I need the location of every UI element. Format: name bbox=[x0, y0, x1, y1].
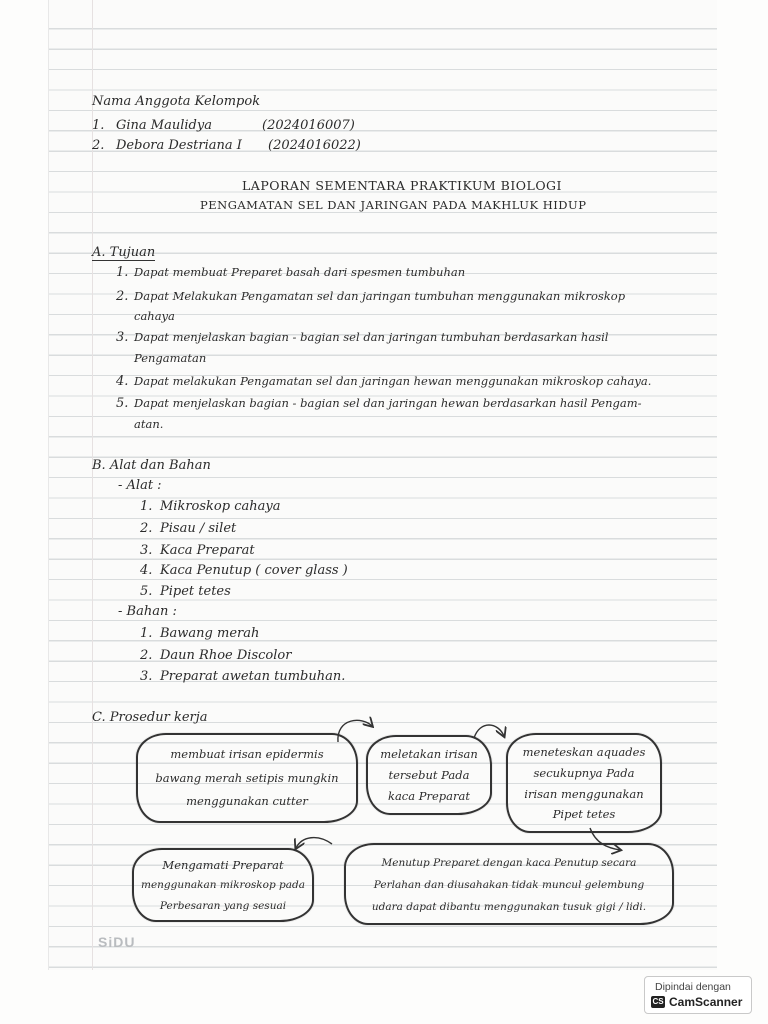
alat-item: Kaca Penutup ( cover glass ) bbox=[160, 563, 348, 578]
aim-number: 5. bbox=[116, 396, 129, 411]
alat-number: 4. bbox=[140, 563, 153, 578]
report-subtitle: PENGAMATAN SEL DAN JARINGAN PADA MAKHLUK HIDUP bbox=[200, 198, 587, 212]
member-nim: (2024016022) bbox=[268, 138, 361, 153]
section-c-heading: C. Prosedur kerja bbox=[92, 710, 208, 725]
aim-text: Dapat menjelaskan bagian - bagian sel dan jaringan tumbuhan berdasarkan hasil bbox=[134, 330, 609, 344]
member-number: 1. bbox=[92, 118, 105, 133]
step-text: irisan menggunakan bbox=[524, 787, 644, 801]
member-name: Gina Maulidya bbox=[116, 118, 212, 133]
step-text: meneteskan aquades bbox=[522, 745, 646, 759]
alat-item: Kaca Preparat bbox=[160, 543, 255, 558]
aim-number: 1. bbox=[116, 265, 129, 280]
step-text: Menutup Preparet dengan kaca Penutup secara bbox=[381, 857, 637, 869]
alat-number: 2. bbox=[140, 521, 153, 536]
alat-item: Pipet tetes bbox=[160, 584, 231, 599]
step-text: secukupnya Pada bbox=[533, 766, 635, 780]
bahan-item: Preparat awetan tumbuhan. bbox=[160, 669, 346, 684]
alat-item: Pisau / silet bbox=[160, 521, 237, 536]
step-text: bawang merah setipis mungkin bbox=[155, 771, 339, 785]
step-text: meletakan irisan bbox=[380, 747, 478, 761]
aim-text: atan. bbox=[134, 417, 164, 431]
bahan-number: 3. bbox=[140, 669, 153, 684]
notebook-brand-watermark: SiDU bbox=[98, 934, 136, 950]
aim-text: Pengamatan bbox=[134, 351, 207, 365]
alat-number: 3. bbox=[140, 543, 153, 558]
scanner-caption: Dipindai dengan bbox=[655, 981, 731, 993]
member-name: Debora Destriana I bbox=[116, 138, 242, 153]
step-text: Mengamati Preparat bbox=[162, 858, 284, 872]
arrow-step4-to-step5 bbox=[296, 838, 332, 848]
arrow-step3-to-step4 bbox=[590, 828, 620, 850]
arrow-step2-to-step3 bbox=[474, 725, 504, 738]
step-text: Perlahan dan diusahakan tidak muncul gelembung bbox=[373, 879, 645, 891]
step-text: kaca Preparat bbox=[387, 789, 470, 803]
section-b-heading: B. Alat dan Bahan bbox=[92, 458, 211, 473]
alat-label: - Alat : bbox=[118, 478, 162, 493]
step-text: Pipet tetes bbox=[552, 807, 616, 821]
step-text: membuat irisan epidermis bbox=[170, 747, 324, 761]
step-text: menggunakan mikroskop pada bbox=[141, 879, 305, 891]
step-text: tersebut Pada bbox=[388, 768, 470, 782]
group-title: Nama Anggota Kelompok bbox=[92, 94, 261, 109]
aim-text: Dapat menjelaskan bagian - bagian sel dan jaringan hewan berdasarkan hasil Pengam- bbox=[134, 396, 642, 410]
step-text: menggunakan cutter bbox=[186, 794, 308, 808]
aim-number: 2. bbox=[116, 289, 129, 304]
bahan-number: 1. bbox=[140, 626, 153, 641]
alat-item: Mikroskop cahaya bbox=[160, 499, 281, 514]
aim-text: Dapat membuat Preparet basah dari spesmen tumbuhan bbox=[134, 265, 466, 279]
arrow-step1-to-step2 bbox=[338, 720, 372, 742]
aim-number: 4. bbox=[116, 374, 129, 389]
step-text: Perbesaran yang sesuai bbox=[159, 900, 287, 912]
report-title: LAPORAN SEMENTARA PRAKTIKUM BIOLOGI bbox=[242, 178, 562, 193]
section-a-heading: A. Tujuan bbox=[92, 245, 156, 260]
aim-text: Dapat melakukan Pengamatan sel dan jaringan hewan menggunakan mikroskop cahaya. bbox=[134, 374, 652, 388]
member-nim: (2024016007) bbox=[262, 118, 355, 133]
scanner-name: CamScanner bbox=[669, 995, 743, 1009]
aim-number: 3. bbox=[116, 330, 129, 345]
aim-text: Dapat Melakukan Pengamatan sel dan jaringan tumbuhan menggunakan mikroskop bbox=[134, 289, 626, 303]
bahan-item: Daun Rhoe Discolor bbox=[160, 648, 292, 663]
alat-number: 5. bbox=[140, 584, 153, 599]
camscanner-badge bbox=[644, 976, 752, 1014]
bahan-item: Bawang merah bbox=[160, 626, 260, 641]
step-text: udara dapat dibantu menggunakan tusuk gigi / lidi. bbox=[371, 901, 647, 913]
bahan-label: - Bahan : bbox=[118, 604, 177, 619]
alat-number: 1. bbox=[140, 499, 153, 514]
aim-text: cahaya bbox=[134, 309, 175, 323]
member-number: 2. bbox=[92, 138, 105, 153]
bahan-number: 2. bbox=[140, 648, 153, 663]
camscanner-logo-icon: CS bbox=[652, 997, 664, 1006]
